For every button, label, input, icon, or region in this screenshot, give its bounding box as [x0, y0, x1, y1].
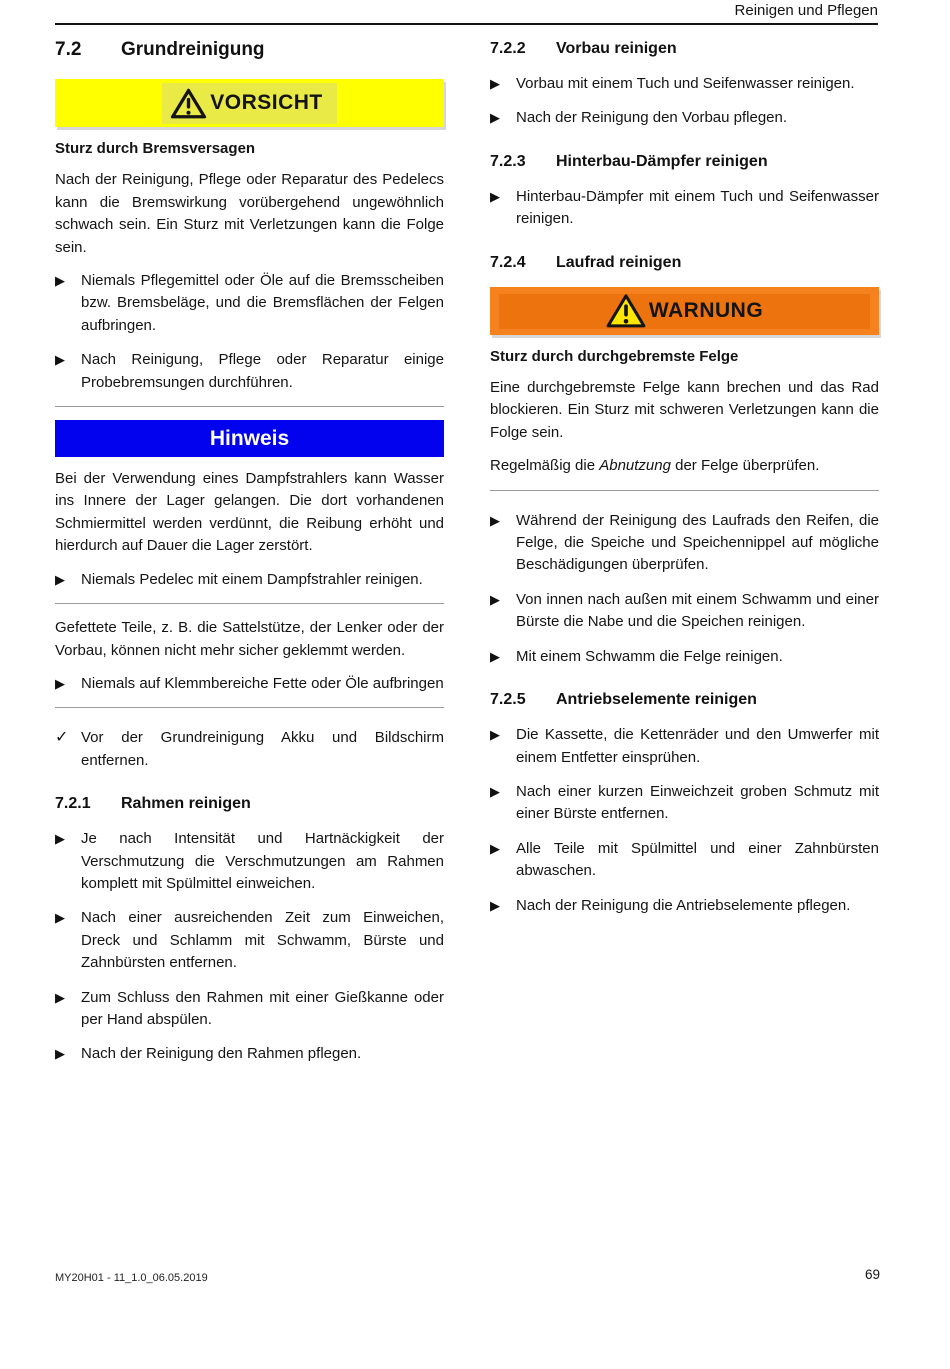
section-divider: [55, 603, 444, 604]
list-item: ▶ Nach der Reinigung den Rahmen pflegen.: [55, 1043, 444, 1065]
section-title: Grundreinigung: [121, 39, 265, 60]
section-heading-7-2-2: [490, 38, 879, 60]
bullet-triangle-icon: ▶: [490, 727, 500, 743]
list-item: ▶ Von innen nach außen mit einem Schwamm und einer Bürste die Nabe und die Speichen reinigen.: [490, 589, 879, 634]
bullet-triangle-icon: ▶: [55, 910, 65, 926]
notice-text: Bei der Verwendung eines Dampfstrahlers kann Wasser ins Innere der Lager gelangen. Die dort vorhandenen Schmiermittel werden verdünnt, die Reibung erhöht und hierdurch auf Dauer die Lager zerstört.: [55, 470, 444, 555]
list-item: ▶ Je nach Intensität und Hartnäckigkeit der Verschmutzung die Verschmutzungen am Rahmen komplett mit Spülmittel einweichen.: [55, 828, 444, 895]
bullet-triangle-icon: ▶: [55, 352, 65, 368]
section-number: 7.2.2: [490, 40, 526, 57]
bullet-triangle-icon: ▶: [490, 783, 500, 799]
list-item: ▶ Nach einer ausreichenden Zeit zum Einweichen, Dreck und Schlamm mit Schwamm, Bürste und Zahnbürsten entfernen.: [55, 907, 444, 974]
caution-signal-word: VORSICHT: [162, 83, 337, 124]
bullet-triangle-icon: ▶: [55, 675, 65, 691]
bullet-triangle-icon: ▶: [55, 273, 65, 289]
section-divider: [490, 490, 879, 491]
section-heading-7-2-5: [490, 689, 879, 711]
warning-triangle-icon: [170, 87, 207, 120]
bullet-triangle-icon: ▶: [490, 512, 500, 528]
list-item: ▶ Zum Schluss den Rahmen mit einer Gießkanne oder per Hand abspülen.: [55, 987, 444, 1032]
section-heading-7-2-3: [490, 151, 879, 173]
section-number: 7.2.3: [490, 152, 526, 170]
list-item: ▶ Während der Reinigung des Laufrads den Reifen, die Felge, die Speiche und Speichennippel auf mögliche Beschädigungen überprüfen.: [490, 510, 879, 577]
bullet-triangle-icon: ▶: [55, 989, 65, 1005]
list-item: ▶ Nach der Reinigung den Vorbau pflegen.: [490, 107, 879, 129]
list-item: ▶ Nach Reinigung, Pflege oder Reparatur einige Probebremsungen durchführen.: [55, 349, 444, 394]
section-divider: [55, 707, 444, 708]
list-item: ▶ Niemals Pflegemittel oder Öle auf die Bremsscheiben bzw. Bremsbeläge, und die Bremsflächen der Felgen aufbringen.: [55, 270, 444, 337]
list-item: ▶ Nach der Reinigung die Antriebselemente pflegen.: [490, 895, 879, 917]
page-number: 69: [864, 1267, 880, 1282]
warning-signal-word: WARNUNG: [499, 294, 870, 329]
section-number: 7.2.1: [55, 795, 91, 813]
emphasized-term: Abnutzung: [599, 457, 671, 475]
section-title: Laufrad reinigen: [556, 253, 682, 271]
warning-triangle-icon: [606, 293, 646, 329]
bullet-triangle-icon: ▶: [490, 188, 500, 204]
section-number: 7.2.5: [490, 691, 526, 709]
grease-note-text: Gefettete Teile, z. B. die Sattelstütze, der Lenker oder der Vorbau, können nicht mehr sicher geklemmt werden.: [55, 619, 444, 659]
section-number: 7.2.4: [490, 253, 526, 271]
header-rule: [55, 23, 878, 25]
caution-hazard-text: Nach der Reinigung, Pflege oder Reparatur des Pedelecs kann die Bremswirkung vorübergehend ungewöhnlich schwach sein. Ein Sturz mit Verletzungen kann die Folge sein.: [55, 171, 444, 256]
list-item: ▶ Mit einem Schwamm die Felge reinigen.: [490, 646, 879, 668]
section-title: Hinterbau-Dämpfer reinigen: [556, 152, 768, 170]
list-item: ▶ Niemals Pedelec mit einem Dampfstrahler reinigen.: [55, 569, 444, 591]
caution-box: [55, 79, 444, 127]
wear-check-note: Regelmäßig die Abnutzung der Felge überprüfen.: [490, 457, 820, 475]
bullet-triangle-icon: ▶: [55, 571, 65, 587]
warning-hazard-text: Eine durchgebremste Felge kann brechen und das Rad blockieren. Ein Sturz mit schweren Verletzungen kann die Folge sein.: [490, 379, 879, 441]
list-item: ▶ Nach einer kurzen Einweichzeit groben Schmutz mit einer Bürste entfernen.: [490, 781, 879, 826]
left-column: [55, 30, 444, 1078]
bullet-triangle-icon: ▶: [490, 648, 500, 664]
bullet-triangle-icon: ▶: [55, 1046, 65, 1062]
section-heading-7-2: [55, 38, 444, 62]
section-divider: [55, 406, 444, 407]
section-title: Vorbau reinigen: [556, 40, 677, 57]
section-title: Rahmen reinigen: [121, 795, 251, 813]
right-column: [490, 30, 879, 929]
warning-hazard-title: Sturz durch durchgebremste Felge: [490, 347, 739, 365]
bullet-triangle-icon: ▶: [490, 110, 500, 126]
bullet-triangle-icon: ▶: [490, 591, 500, 607]
warning-box: [490, 287, 879, 335]
document-id: MY20H01 - 11_1.0_06.05.2019: [55, 1272, 208, 1284]
bullet-triangle-icon: ▶: [55, 831, 65, 847]
list-item: ▶ Niemals auf Klemmbereiche Fette oder Öle aufbringen: [55, 673, 444, 695]
bullet-triangle-icon: ▶: [490, 840, 500, 856]
check-mark-icon: ✓: [55, 729, 69, 747]
list-item: ▶ Hinterbau-Dämpfer mit einem Tuch und Seifenwasser reinigen.: [490, 186, 879, 231]
section-heading-7-2-4: [490, 252, 879, 274]
notice-box: Hinweis: [55, 420, 444, 457]
bullet-triangle-icon: ▶: [490, 897, 500, 913]
running-header: Reinigen und Pflegen: [734, 2, 878, 19]
section-title: Antriebselemente reinigen: [556, 691, 757, 709]
bullet-triangle-icon: ▶: [490, 76, 500, 91]
section-number: 7.2: [55, 39, 82, 60]
list-item: ▶ Alle Teile mit Spülmittel und einer Zahnbürsten abwaschen.: [490, 838, 879, 883]
prerequisite-item: ✓ Vor der Grundreinigung Akku und Bildschirm entfernen.: [55, 727, 444, 772]
list-item: ▶ Die Kassette, die Kettenräder und den Umwerfer mit einem Entfetter einsprühen.: [490, 724, 879, 769]
section-heading-7-2-1: [55, 793, 444, 815]
caution-hazard-title: Sturz durch Bremsversagen: [55, 140, 256, 157]
list-item: ▶ Vorbau mit einem Tuch und Seifenwasser reinigen.: [490, 73, 879, 95]
